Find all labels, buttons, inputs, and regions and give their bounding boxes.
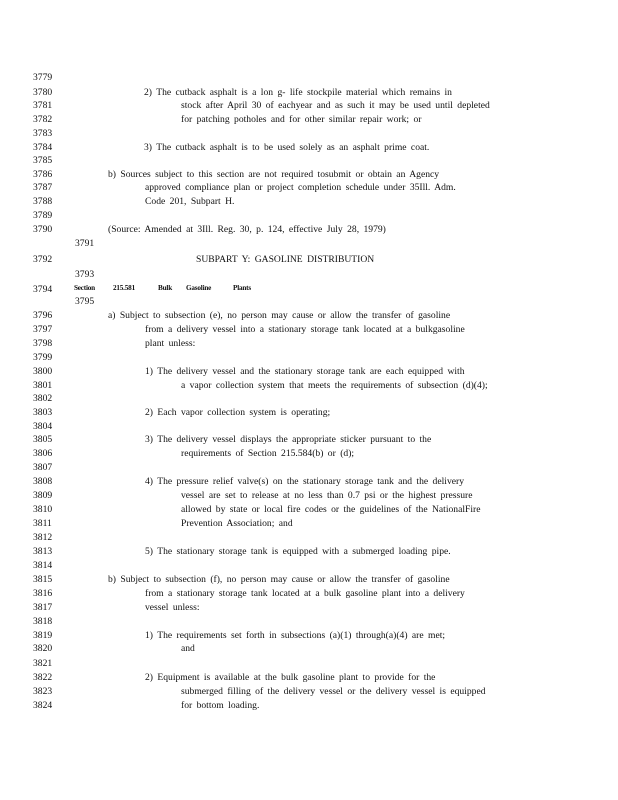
line-number: 3795 bbox=[75, 296, 95, 307]
line-number: 3790 bbox=[33, 224, 53, 235]
line-number: 3784 bbox=[33, 142, 53, 153]
line-number: 3822 bbox=[33, 672, 53, 683]
line-number: 3793 bbox=[75, 269, 95, 280]
section-title-word-gasoline: Gasoline bbox=[186, 284, 212, 292]
body-text-line: requirements of Section 215.584(b) or (d); bbox=[181, 448, 355, 459]
section-title-word-bulk: Bulk bbox=[158, 284, 172, 292]
line-number: 3788 bbox=[33, 196, 53, 207]
line-number: 3780 bbox=[33, 87, 53, 98]
line-number: 3816 bbox=[33, 588, 53, 599]
body-text-line: 4) The pressure relief valve(s) on the stationary storage tank and the delivery bbox=[145, 476, 464, 487]
body-text-line: submerged filling of the delivery vessel or the delivery vessel is equipped bbox=[181, 686, 486, 697]
line-number: 3824 bbox=[33, 700, 53, 711]
section-label: Section bbox=[74, 284, 95, 292]
body-text-line: 1) The delivery vessel and the stationary storage tank are each equipped with bbox=[145, 366, 465, 377]
body-text-line: b) Sources subject to this section are not required tosubmit or obtain an Agency bbox=[108, 169, 440, 180]
line-number: 3820 bbox=[33, 643, 53, 654]
body-text-line: Code 201, Subpart H. bbox=[145, 196, 235, 207]
body-text-line: vessel are set to release at no less than 0.7 psi or the highest pressure bbox=[181, 490, 473, 501]
body-text-line: 2) The cutback asphalt is a lon g- life stockpile material which remains in bbox=[144, 87, 452, 98]
body-text-line: 3) The cutback asphalt is to be used solely as an asphalt prime coat. bbox=[144, 142, 430, 153]
line-number: 3807 bbox=[33, 462, 53, 473]
line-number: 3799 bbox=[33, 352, 53, 363]
line-number: 3821 bbox=[33, 658, 53, 669]
body-text-line: Prevention Association; and bbox=[181, 518, 293, 529]
section-title-word-plants: Plants bbox=[233, 284, 251, 292]
line-number: 3802 bbox=[33, 393, 53, 404]
line-number: 3782 bbox=[33, 114, 53, 125]
body-text-line: allowed by state or local fire codes or the guidelines of the NationalFire bbox=[181, 504, 481, 515]
line-number: 3811 bbox=[33, 518, 52, 529]
body-text-line: (Source: Amended at 3Ill. Reg. 30, p. 124, effective July 28, 1979) bbox=[108, 224, 386, 235]
body-text-line: a) Subject to subsection (e), no person may cause or allow the transfer of gasoline bbox=[108, 310, 451, 321]
line-number: 3787 bbox=[33, 182, 53, 193]
line-number: 3818 bbox=[33, 616, 53, 627]
subpart-heading: SUBPART Y: GASOLINE DISTRIBUTION bbox=[196, 254, 375, 265]
body-text-line: a vapor collection system that meets the requirements of subsection (d)(4); bbox=[181, 380, 488, 391]
body-text-line: stock after April 30 of eachyear and as such it may be used until depleted bbox=[181, 100, 490, 111]
line-number: 3813 bbox=[33, 546, 53, 557]
line-number: 3791 bbox=[75, 238, 95, 249]
line-number: 3794 bbox=[33, 284, 53, 295]
body-text-line: 2) Each vapor collection system is operating; bbox=[145, 407, 331, 418]
body-text-line: b) Subject to subsection (f), no person may cause or allow the transfer of gasoline bbox=[108, 574, 450, 585]
line-number: 3785 bbox=[33, 155, 53, 166]
line-number: 3823 bbox=[33, 686, 53, 697]
body-text-line: plant unless: bbox=[145, 338, 196, 349]
line-number: 3797 bbox=[33, 324, 53, 335]
line-number: 3817 bbox=[33, 602, 53, 613]
body-text-line: for patching potholes and for other similar repair work; or bbox=[181, 114, 422, 125]
line-number: 3798 bbox=[33, 338, 53, 349]
line-number: 3800 bbox=[33, 366, 53, 377]
line-number: 3801 bbox=[33, 380, 53, 391]
line-number: 3805 bbox=[33, 434, 53, 445]
line-number: 3779 bbox=[33, 72, 53, 83]
line-number: 3810 bbox=[33, 504, 53, 515]
line-number: 3808 bbox=[33, 476, 53, 487]
line-number: 3804 bbox=[33, 421, 53, 432]
body-text-line: for bottom loading. bbox=[181, 700, 260, 711]
body-text-line: and bbox=[181, 643, 195, 654]
line-number: 3781 bbox=[33, 100, 53, 111]
line-number: 3809 bbox=[33, 490, 53, 501]
body-text-line: 2) Equipment is available at the bulk gasoline plant to provide for the bbox=[145, 672, 436, 683]
line-number: 3786 bbox=[33, 169, 53, 180]
body-text-line: 3) The delivery vessel displays the appropriate sticker pursuant to the bbox=[145, 434, 432, 445]
line-number: 3803 bbox=[33, 407, 53, 418]
line-number: 3806 bbox=[33, 448, 53, 459]
body-text-line: from a stationary storage tank located at a bulk gasoline plant into a delivery bbox=[145, 588, 465, 599]
body-text-line: 5) The stationary storage tank is equipped with a submerged loading pipe. bbox=[145, 546, 451, 557]
line-number: 3789 bbox=[33, 210, 53, 221]
body-text-line: approved compliance plan or project completion schedule under 35Ill. Adm. bbox=[145, 182, 456, 193]
line-number: 3796 bbox=[33, 310, 53, 321]
section-number: 215.581 bbox=[113, 284, 135, 292]
line-number: 3814 bbox=[33, 560, 53, 571]
line-number: 3812 bbox=[33, 532, 53, 543]
line-number: 3819 bbox=[33, 630, 53, 641]
body-text-line: 1) The requirements set forth in subsections (a)(1) through(a)(4) are met; bbox=[145, 630, 446, 641]
line-number: 3792 bbox=[33, 254, 53, 265]
line-number: 3815 bbox=[33, 574, 53, 585]
line-number: 3783 bbox=[33, 128, 53, 139]
body-text-line: from a delivery vessel into a stationary storage tank located at a bulkgasoline bbox=[145, 324, 465, 335]
body-text-line: vessel unless: bbox=[145, 602, 200, 613]
